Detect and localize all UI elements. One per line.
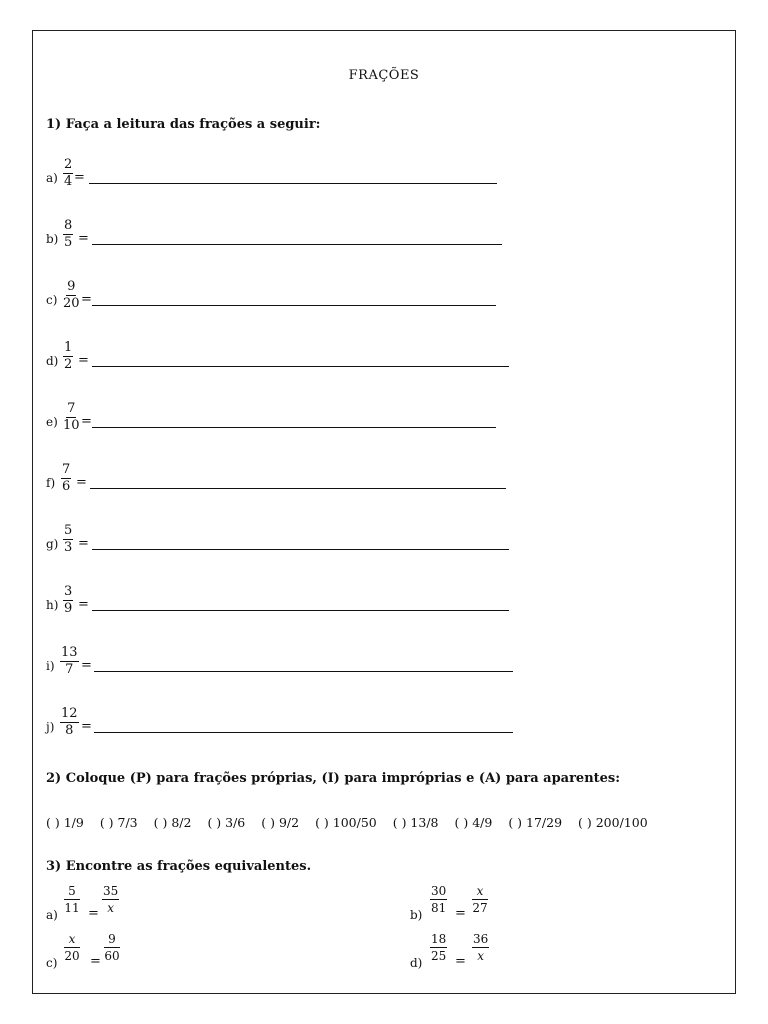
variable-x: x [477, 949, 485, 963]
denominator: 25 [431, 949, 447, 963]
equals-sign: = [78, 231, 89, 246]
numerator: 13 [61, 645, 78, 660]
denominator [477, 948, 484, 963]
denominator: 5 [64, 235, 73, 250]
option-17-29[interactable]: ( ) 17/29 [508, 815, 563, 830]
answer-line[interactable] [89, 183, 497, 184]
denominator: 7 [65, 662, 74, 677]
item-letter: d) [46, 354, 59, 368]
variable-x: x [107, 901, 115, 915]
denominator: 20 [64, 949, 80, 963]
item-letter: g) [46, 537, 59, 551]
question-2-heading: 2) Coloque (P) para frações próprias, (I) para impróprias e (A) para aparentes: [46, 771, 621, 786]
equals-sign: = [81, 292, 92, 307]
page-title: FRAÇÕES [348, 68, 420, 83]
q3-item-d [410, 932, 530, 972]
equals-sign: = [455, 954, 466, 969]
equals-sign: = [88, 906, 99, 921]
answer-line[interactable] [92, 244, 502, 245]
fraction-right [104, 932, 120, 963]
equals-sign: = [76, 475, 87, 490]
numerator: 18 [431, 932, 447, 946]
numerator: 3 [64, 584, 73, 599]
fraction-left [430, 884, 447, 915]
q3-item-a [46, 884, 166, 924]
equals-sign: = [78, 536, 89, 551]
item-letter: b) [46, 232, 59, 246]
equals-sign: = [90, 954, 101, 969]
option-3-6[interactable]: ( ) 3/6 [207, 815, 246, 830]
denominator: 27 [472, 901, 488, 915]
numerator: 5 [64, 884, 80, 900]
option-8-2[interactable]: ( ) 8/2 [153, 815, 192, 830]
numerator: 9 [67, 279, 76, 294]
question-1-heading: 1) Faça a leitura das frações a seguir: [46, 117, 321, 132]
option-4-9[interactable]: ( ) 4/9 [454, 815, 493, 830]
numerator [64, 932, 80, 948]
answer-line[interactable] [92, 366, 509, 367]
denominator [107, 900, 114, 915]
item-letter: c) [46, 293, 58, 307]
answer-line[interactable] [90, 488, 506, 489]
answer-line[interactable] [94, 732, 513, 733]
item-letter: d) [410, 956, 423, 970]
item-letter: h) [46, 598, 59, 612]
denominator: 81 [431, 901, 447, 915]
fraction [63, 280, 80, 311]
item-letter: i) [46, 659, 55, 673]
fraction [60, 707, 79, 738]
fraction [63, 585, 73, 616]
item-letter: b) [410, 908, 423, 922]
item-letter: a) [46, 908, 58, 922]
option-200-100[interactable]: ( ) 200/100 [578, 815, 648, 830]
fraction [63, 402, 80, 433]
denominator: 60 [104, 949, 120, 963]
variable-x: x [68, 932, 76, 946]
fraction-right [102, 884, 119, 915]
item-letter: j) [46, 720, 55, 734]
answer-line[interactable] [92, 427, 496, 428]
numerator: 36 [473, 932, 489, 946]
numerator: 35 [103, 884, 119, 898]
equals-sign: = [455, 906, 466, 921]
item-letter: e) [46, 415, 58, 429]
answer-line[interactable] [94, 671, 513, 672]
answer-line[interactable] [92, 610, 509, 611]
numerator [472, 884, 488, 900]
equals-sign: = [81, 658, 92, 673]
option-13-8[interactable]: ( ) 13/8 [392, 815, 439, 830]
worksheet-border [32, 30, 736, 994]
fraction-right [472, 932, 489, 963]
fraction-left [64, 932, 80, 963]
numerator: 12 [61, 706, 78, 721]
fraction [61, 463, 71, 494]
denominator: 8 [65, 723, 74, 738]
fraction-left [430, 932, 447, 963]
item-letter: c) [46, 956, 58, 970]
answer-line[interactable] [92, 549, 509, 550]
option-9-2[interactable]: ( ) 9/2 [261, 815, 300, 830]
equals-sign: = [74, 170, 85, 185]
fraction [63, 158, 73, 189]
option-1-9[interactable]: ( ) 1/9 [46, 815, 84, 830]
denominator: 10 [63, 418, 80, 433]
fraction-left [64, 884, 80, 915]
option-7-3[interactable]: ( ) 7/3 [99, 815, 138, 830]
denominator: 9 [64, 601, 73, 616]
denominator: 6 [62, 479, 71, 494]
question-3-heading: 3) Encontre as frações equivalentes. [46, 859, 312, 874]
q3-item-c [46, 932, 166, 972]
fraction [63, 524, 73, 555]
denominator: 20 [63, 296, 80, 311]
fraction [63, 341, 73, 372]
q3-item-b [410, 884, 530, 924]
equals-sign: = [81, 414, 92, 429]
denominator: 3 [64, 540, 73, 555]
answer-line[interactable] [92, 305, 496, 306]
fraction [60, 646, 79, 677]
numerator: 5 [64, 523, 73, 538]
numerator: 2 [64, 157, 73, 172]
fraction [63, 219, 73, 250]
numerator: 7 [67, 401, 76, 416]
numerator: 8 [64, 218, 73, 233]
fraction-right [472, 884, 488, 915]
option-100-50[interactable]: ( ) 100/50 [315, 815, 377, 830]
equals-sign: = [78, 597, 89, 612]
numerator: 1 [64, 340, 73, 355]
denominator: 2 [64, 357, 73, 372]
numerator: 7 [62, 462, 71, 477]
variable-x: x [476, 884, 484, 898]
equals-sign: = [81, 719, 92, 734]
item-letter: a) [46, 171, 58, 185]
denominator: 11 [64, 901, 80, 915]
numerator: 9 [104, 932, 120, 948]
equals-sign: = [78, 353, 89, 368]
item-letter: f) [46, 476, 56, 490]
classification-options [46, 815, 660, 830]
numerator: 30 [431, 884, 447, 898]
denominator: 4 [64, 174, 73, 189]
